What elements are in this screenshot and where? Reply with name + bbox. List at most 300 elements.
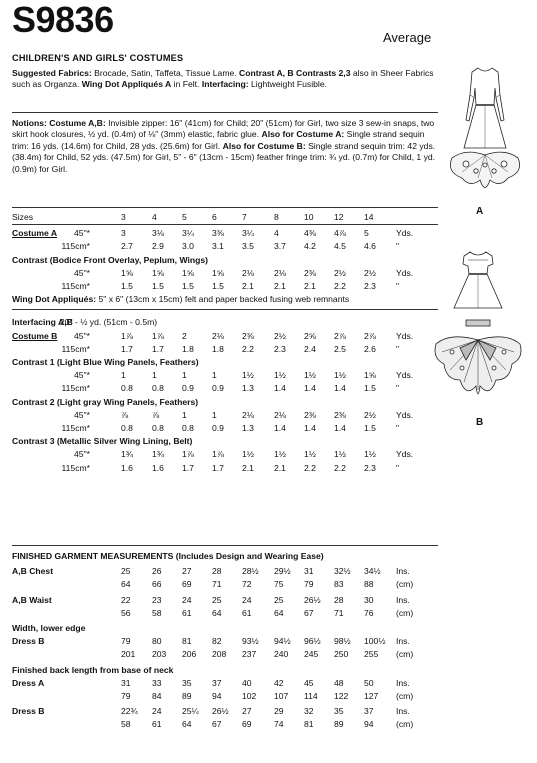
notions: [12, 118, 438, 175]
fabric-width: 45"*: [74, 370, 90, 381]
yardage-value: 1.5: [182, 281, 194, 291]
yardage-value: 1½: [304, 449, 316, 460]
table-row: [12, 228, 438, 240]
measurement-value: 61: [182, 607, 192, 618]
wing-dot-text: 5" x 6" (13cm x 15cm) felt and paper backed fusing web remnants: [96, 294, 350, 305]
size-header: 7: [242, 212, 247, 222]
measurement-label: A,B Waist: [12, 594, 52, 605]
measurement-value: 28½: [242, 566, 259, 577]
table-row: [12, 719, 438, 731]
measurement-value: 24: [152, 706, 162, 717]
unit-label: Yds.: [396, 228, 414, 239]
unit-label: ": [396, 241, 400, 252]
fabric-width: 45"*: [74, 330, 90, 341]
table-row: [12, 623, 438, 635]
unit-label: (cm): [396, 607, 414, 618]
measurement-value: 208: [212, 649, 227, 660]
fabric-width: 115cm*: [61, 423, 90, 433]
costume_a-label: Costume A: [12, 228, 58, 239]
measurement-value: 37: [364, 706, 374, 717]
wing-dot-row: [12, 294, 349, 306]
yardage-value: 1: [182, 409, 187, 420]
yardage-value: 1½: [334, 370, 346, 381]
table-row: [12, 579, 438, 591]
measurement-value: 66: [152, 579, 162, 590]
table-row: [12, 551, 438, 563]
measurement-value: 29: [274, 706, 284, 717]
measurement-value: 69: [242, 719, 252, 730]
measurement-value: 26: [152, 566, 162, 577]
table-row: [12, 331, 438, 343]
measurement-value: 107: [274, 691, 289, 701]
unit-label: ": [396, 343, 400, 354]
yardage-value: 4.5: [334, 241, 346, 252]
length-label: Finished back length from base of neck: [12, 664, 174, 675]
table-row: [12, 357, 438, 369]
yardage-value: 3.5: [242, 241, 254, 252]
measurement-value: 58: [152, 607, 162, 618]
measurement-value: 29½: [274, 566, 291, 577]
finished-measurements-table: [12, 551, 438, 761]
contrast3-label: Contrast 3 (Metallic Silver Wing Lining, Belt): [12, 436, 193, 447]
measurement-value: 240: [274, 649, 289, 660]
unit-label: (cm): [396, 719, 414, 730]
view-b-label: B: [476, 417, 484, 428]
yardage-value: 1: [152, 370, 157, 381]
yardage-value: 1: [212, 409, 217, 420]
fabric-width: 45"*: [74, 409, 90, 420]
yardage-value: 1⅝: [182, 267, 194, 278]
measurement-value: 22¾: [121, 706, 138, 717]
measurement-value: 81: [182, 636, 192, 647]
yardage-value: 2: [182, 330, 187, 341]
yardage-value: 2.5: [334, 343, 346, 354]
yardage-value: 1¾: [121, 449, 133, 460]
measurement-value: 27: [182, 566, 192, 577]
table-row: [12, 370, 438, 382]
yardage-value: 2.1: [242, 281, 254, 291]
measurement-label: Dress B: [12, 636, 45, 647]
measurement-value: 50: [364, 677, 374, 688]
size-header: 4: [152, 212, 157, 222]
measurement-value: 88: [364, 579, 374, 590]
unit-label: ": [396, 281, 400, 291]
measurement-value: 31: [121, 677, 131, 688]
yardage-value: 1.4: [334, 383, 346, 394]
fabrics-text-4: Lightweight Fusible.: [248, 79, 327, 90]
table-row: [12, 463, 438, 475]
measurement-value: 33: [152, 677, 162, 688]
measurement-label: Dress A: [12, 677, 45, 688]
contrast1-label: Contrast 1 (Light Blue Wing Panels, Feathers): [12, 357, 199, 367]
unit-label: Ins.: [396, 566, 410, 577]
yardage-value: 1⅝: [364, 370, 376, 381]
yardage-value: 2⅛: [242, 409, 254, 420]
divider: [12, 545, 438, 546]
table-row: [12, 436, 438, 448]
yardage-value: 2.1: [274, 462, 286, 473]
pattern-number: S9836: [12, 0, 114, 40]
yardage-value: 0.8: [152, 423, 164, 433]
yardage-value: 3¼: [242, 228, 254, 239]
measurement-value: 28: [212, 566, 222, 577]
yardage-value: 1.6: [121, 462, 133, 473]
measurement-value: 35: [182, 677, 192, 688]
yardage-value: 1½: [334, 449, 346, 460]
yardage-value: 0.8: [121, 383, 133, 394]
yardage-value: 1⅞: [152, 330, 164, 341]
yardage-value: 2.1: [274, 281, 286, 291]
yardage-value: 1⅞: [121, 330, 133, 341]
measurement-value: 80: [152, 636, 162, 647]
measurement-value: 45: [304, 677, 314, 688]
table-row: [12, 636, 438, 648]
table-row: [12, 281, 438, 293]
unit-label: ": [396, 423, 400, 433]
size-header: 10: [304, 212, 314, 222]
measurement-value: 250: [334, 649, 349, 660]
unit-label: Yds.: [396, 370, 414, 381]
measurement-value: 25: [121, 566, 131, 577]
suggested-fabrics-label: Suggested Fabrics:: [12, 68, 92, 78]
measurement-value: 24: [182, 594, 192, 605]
measurement-value: 34½: [364, 566, 381, 577]
yardage-value: 2.3: [364, 281, 376, 291]
measurement-value: 79: [121, 636, 131, 647]
yardage-value: 1½: [242, 370, 254, 381]
yardage-value: 2⅜: [334, 409, 346, 420]
yardage-value: 4: [274, 228, 279, 239]
yardage-value: 1.5: [152, 281, 164, 291]
yardage-value: 1.5: [364, 423, 376, 433]
divider: [12, 207, 438, 208]
size-header: 8: [274, 212, 279, 222]
unit-label: Yds.: [396, 330, 414, 341]
measurement-value: 61: [152, 719, 162, 730]
width-label: Width, lower edge: [12, 623, 86, 633]
measurement-value: 114: [304, 691, 318, 701]
interfacing-label: Interfacing:: [201, 79, 249, 90]
measurement-value: 61: [242, 607, 252, 618]
yardage-value: 3.0: [182, 241, 194, 252]
measurement-value: 102: [242, 691, 257, 701]
notions-text-2: Single strand sequin trim: 16 yds. (14.6m) for Child, 28 yds. (25.6m) for Girl.: [12, 129, 425, 151]
measurement-value: 75: [274, 579, 284, 590]
yardage-value: 1.7: [121, 343, 133, 354]
yardage-value: 2⅛: [242, 267, 254, 278]
interfacing-text: 20" - ½ yd. (51cm - 0.5m): [60, 317, 158, 328]
table-row: [12, 595, 438, 607]
fabrics-text-2: also in Sheer Fabrics such as Organza.: [12, 68, 434, 90]
view-a-label: A: [476, 206, 484, 217]
measurement-value: 84: [152, 691, 162, 701]
yardage-value: 1⅝: [121, 267, 133, 278]
yardage-value: 0.8: [152, 383, 164, 394]
measurement-value: 201: [121, 649, 136, 660]
table-row: [12, 268, 438, 280]
yardage-value: 1.7: [152, 343, 164, 354]
yardage-value: 2⅜: [304, 409, 316, 420]
fabric-width: 115cm*: [61, 462, 90, 473]
fabric-width: 115cm*: [61, 241, 90, 252]
table-row: [12, 397, 438, 409]
measurement-value: 23: [152, 594, 162, 605]
notions-a-label: Also for Costume A:: [261, 129, 345, 140]
unit-label: Yds.: [396, 267, 414, 278]
yardage-value: 1⅝: [212, 267, 224, 278]
unit-label: Ins.: [396, 636, 410, 647]
yardage-value: 2⅜: [242, 330, 254, 341]
yardage-value: 0.9: [182, 383, 194, 394]
size-header: 3: [121, 212, 126, 222]
measurement-value: 58: [121, 719, 131, 730]
pattern-subtitle: CHILDREN'S AND GIRLS' COSTUMES: [12, 53, 184, 63]
unit-label: Ins.: [396, 677, 410, 688]
interfacing-row: [12, 317, 158, 329]
yardage-value: 2½: [334, 267, 346, 278]
measurement-value: 31: [304, 566, 314, 577]
unit-label: Ins.: [396, 706, 410, 717]
table-row: [12, 383, 438, 395]
table-row: [12, 678, 438, 690]
yardage-value: 3⅛: [152, 228, 164, 239]
measurement-value: 98½: [334, 636, 351, 647]
view-b-illustration: [430, 240, 530, 420]
notions-label: Notions: Costume A,B:: [12, 118, 106, 128]
yardage-value: 2⅛: [212, 330, 224, 341]
yardage-value: 2.9: [152, 241, 164, 252]
measurement-value: 81: [304, 719, 314, 730]
yardage-value: 1⅝: [152, 267, 164, 278]
measurement-value: 94½: [274, 636, 291, 647]
measurement-value: 37: [212, 677, 222, 688]
yardage-value: 1.4: [274, 423, 286, 433]
yardage-value: 5: [364, 228, 369, 239]
yardage-value: 1.8: [212, 343, 224, 354]
fabric-width: 45"*: [74, 267, 90, 278]
measurement-value: 96½: [304, 636, 321, 647]
yardage-value: 2⅞: [334, 330, 346, 341]
yardage-value: 1: [121, 370, 126, 381]
yardage-value: 1: [182, 370, 187, 381]
yardage-value: 1¾: [152, 449, 164, 460]
yardage-value: 3: [121, 228, 126, 239]
yardage-value: 1½: [242, 449, 254, 460]
table-row: [12, 649, 438, 661]
measurement-value: 26½: [212, 706, 229, 717]
difficulty-level: Average: [383, 30, 432, 45]
size-header: 6: [212, 212, 217, 222]
yardage-value: 2⅛: [274, 409, 286, 420]
yardage-value: 1.8: [182, 343, 194, 354]
suggested-fabrics: [12, 68, 438, 91]
yardage-value: 2⅛: [274, 267, 286, 278]
measurement-value: 100½: [364, 636, 386, 647]
yardage-value: 2½: [364, 267, 376, 278]
measurement-value: 72: [242, 579, 252, 590]
yardage-value: 3.1: [212, 241, 224, 252]
yardage-table: [12, 212, 438, 532]
contrast-label: Contrast (Bodice Front Overlay, Peplum, Wings): [12, 254, 209, 265]
measurement-value: 69: [182, 579, 192, 590]
measurement-value: 48: [334, 677, 344, 688]
yardage-value: 3.7: [274, 241, 286, 252]
yardage-value: 1.4: [304, 423, 316, 433]
measurement-value: 89: [182, 691, 192, 701]
measurement-value: 67: [304, 607, 314, 618]
yardage-value: 1⅞: [212, 449, 224, 460]
yardage-value: 1.4: [274, 383, 286, 394]
yardage-value: 2.1: [304, 281, 316, 291]
yardage-value: 1.3: [242, 423, 254, 433]
table-row: [12, 255, 438, 267]
fabric-width: 115cm*: [61, 343, 90, 354]
measurement-value: 76: [364, 607, 374, 618]
table-row: [12, 410, 438, 422]
yardage-value: 1: [212, 370, 217, 381]
unit-label: ": [396, 462, 400, 473]
measurement-value: 122: [334, 691, 349, 701]
costume_b-label: Costume B: [12, 330, 58, 341]
measurement-value: 24: [242, 594, 252, 605]
measurement-value: 40: [242, 677, 252, 688]
measurement-value: 237: [242, 649, 257, 660]
fabric-width: 115cm*: [61, 281, 90, 291]
size-header: 12: [334, 212, 344, 222]
yardage-value: 2.2: [334, 462, 346, 473]
measurement-value: 25: [212, 594, 222, 605]
measurement-value: 245: [304, 649, 319, 660]
finished-title: FINISHED GARMENT MEASUREMENTS (Includes Design and Wearing Ease): [12, 551, 324, 561]
measurement-value: 64: [212, 607, 222, 618]
measurement-value: 42: [274, 677, 284, 688]
divider: [12, 112, 438, 113]
yardage-value: 3¼: [182, 228, 194, 239]
interfacing-label: Interfacing A,B: [12, 317, 73, 328]
yardage-value: 2.3: [274, 343, 286, 354]
divider: [12, 224, 438, 225]
measurement-value: 32: [304, 706, 314, 717]
yardage-value: 1.5: [364, 383, 376, 394]
measurement-value: 30: [364, 594, 374, 605]
yardage-value: 2.7: [121, 241, 133, 252]
measurement-value: 83: [334, 579, 344, 590]
measurement-value: 64: [274, 607, 284, 618]
yardage-value: 1½: [274, 370, 286, 381]
yardage-value: 2.2: [242, 343, 254, 354]
fabrics-text-3: in Felt.: [171, 79, 202, 90]
yardage-value: 1.6: [152, 462, 164, 473]
measurement-value: 93½: [242, 636, 259, 647]
fabrics-text: Brocade, Satin, Taffeta, Tissue Lame.: [91, 68, 240, 78]
yardage-value: 4.2: [304, 241, 316, 252]
measurement-value: 32½: [334, 566, 351, 577]
yardage-value: 1.7: [212, 462, 224, 473]
yardage-value: 2.6: [364, 343, 376, 354]
unit-label: (cm): [396, 691, 414, 701]
yardage-value: 2⅝: [304, 330, 316, 341]
yardage-value: 2⅜: [304, 267, 316, 278]
table-row: [12, 566, 438, 578]
measurement-value: 94: [212, 691, 222, 701]
table-row: [12, 212, 438, 224]
yardage-value: 0.8: [121, 423, 133, 433]
measurement-value: 56: [121, 607, 131, 618]
yardage-value: 1.7: [182, 462, 194, 473]
yardage-value: 2½: [364, 409, 376, 420]
table-row: [12, 423, 438, 435]
measurement-value: 25: [274, 594, 284, 605]
table-row: [12, 344, 438, 356]
measurement-value: 82: [212, 636, 222, 647]
yardage-value: 1.5: [212, 281, 224, 291]
measurement-value: 64: [182, 719, 192, 730]
yardage-value: 4.6: [364, 241, 376, 252]
table-row: [12, 691, 438, 703]
measurement-label: A,B Chest: [12, 566, 54, 577]
yardage-value: 0.8: [182, 423, 194, 433]
yardage-value: 1.4: [334, 423, 346, 433]
yardage-value: 3⅜: [212, 228, 224, 239]
yardage-value: 2.3: [364, 462, 376, 473]
yardage-value: 1⅞: [182, 449, 194, 460]
yardage-value: 0.9: [212, 423, 224, 433]
measurement-label: Dress B: [12, 706, 45, 717]
yardage-value: ⅞: [121, 409, 129, 420]
contrast2-label: Contrast 2 (Light gray Wing Panels, Feathers): [12, 396, 199, 407]
notions-b-label: Also for Costume B:: [222, 140, 306, 151]
divider: [12, 309, 438, 310]
measurement-value: 206: [182, 649, 197, 660]
yardage-value: 1½: [364, 449, 376, 460]
sizes-label: Sizes: [12, 212, 34, 222]
yardage-value: 1.3: [242, 383, 254, 394]
notions-text: Invisible zipper: 16" (41cm) for Child; 20" (51cm) for Girl, two size 3 sew-in snaps, two skirt hook closures, ½ yd. (0.4m) of ⅛" (3mm) elastic, fabric glue.: [12, 118, 435, 140]
unit-label: Yds.: [396, 409, 414, 420]
measurement-value: 71: [212, 579, 222, 590]
yardage-value: 2.1: [242, 462, 254, 473]
notions-text-3: Single strand sequin trim: 42 yds. (38.4m) for Child, 52 yds. (47.5m) for Girl, 5" - 6" (13cm - 15cm) feather fringe trim: ¾ yd. (0.7m) for Child, 1 yd. (0.9m) for Girl.: [12, 140, 436, 174]
measurement-value: 64: [121, 579, 131, 590]
yardage-value: 2.4: [304, 343, 316, 354]
view-a-illustration: [440, 60, 530, 220]
unit-label: Ins.: [396, 594, 410, 605]
measurement-value: 67: [212, 719, 222, 730]
yardage-value: 4⅜: [304, 228, 316, 239]
fabric-width: 45"*: [74, 449, 90, 460]
table-row: [12, 241, 438, 253]
measurement-value: 74: [274, 719, 284, 730]
yardage-value: 4⅞: [334, 228, 346, 239]
unit-label: Yds.: [396, 449, 414, 460]
measurement-value: 203: [152, 649, 167, 660]
yardage-value: 1½: [304, 370, 316, 381]
yardage-value: 2½: [274, 330, 286, 341]
wing-dot-label: Wing Dot Appliqués:: [12, 294, 97, 305]
measurement-value: 79: [121, 691, 131, 701]
table-row: [12, 449, 438, 461]
measurement-value: 127: [364, 691, 379, 701]
measurement-value: 89: [334, 719, 344, 730]
yardage-value: 0.9: [212, 383, 224, 394]
yardage-value: 2⅞: [364, 330, 376, 341]
measurement-value: 94: [364, 719, 374, 730]
contrast-label: Contrast A, B Contrasts 2,3: [239, 68, 351, 78]
wing-dot-label: Wing Dot Appliqués A: [81, 79, 172, 90]
measurement-value: 255: [364, 649, 379, 660]
table-row: [12, 665, 438, 677]
measurement-value: 26½: [304, 594, 321, 605]
